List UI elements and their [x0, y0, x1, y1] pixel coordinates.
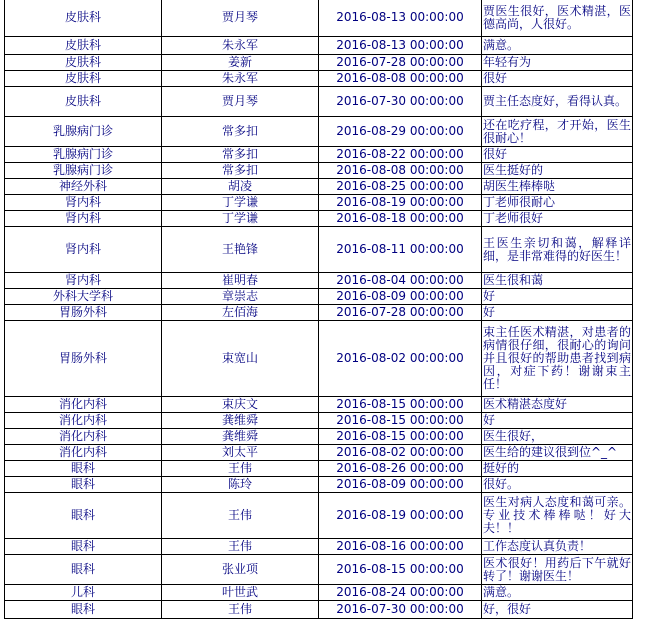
time-cell: 2016-08-02 00:00:00: [319, 445, 482, 461]
comment-cell: 贾主任态度好，看得认真。: [482, 87, 633, 117]
table-row: [5, 585, 633, 601]
time-cell: 2016-08-29 00:00:00: [319, 117, 482, 147]
doctor-cell: 丁学谦: [162, 211, 319, 227]
table-row: [5, 273, 633, 289]
time-cell: 2016-08-13 00:00:00: [319, 0, 482, 37]
time-cell: 2016-08-19 00:00:00: [319, 493, 482, 539]
comment-cell: 还在吃疗程，才开始，医生很耐心！: [483, 117, 631, 145]
time-cell: 2016-08-08 00:00:00: [319, 163, 482, 179]
comment-cell: 医术很好！用药后下午就好转了！谢谢医生！: [483, 555, 631, 583]
time-cell: 2016-08-15 00:00:00: [319, 555, 482, 585]
time-cell: 2016-08-09 00:00:00: [319, 289, 482, 305]
reviews-table: [4, 0, 633, 619]
doctor-cell: 常多扣: [162, 163, 319, 179]
time-cell: 2016-08-18 00:00:00: [319, 211, 482, 227]
department-cell: 皮肤科: [5, 37, 162, 55]
comment-cell: 满意。: [482, 37, 633, 55]
table-row: [5, 55, 633, 71]
time-cell: 2016-08-25 00:00:00: [319, 179, 482, 195]
table-row: [5, 163, 633, 179]
department-cell: 乳腺病门诊: [5, 147, 162, 163]
department-cell: 肾内科: [5, 273, 162, 289]
table-row: [5, 147, 633, 163]
doctor-cell: 王伟: [162, 461, 319, 477]
comment-cell: 贾医生很好，医术精湛，医德高尚，人很好。: [482, 0, 633, 37]
comment-cell: 丁老师很耐心: [482, 195, 633, 211]
department-cell: 皮肤科: [5, 55, 162, 71]
reviews-table-body: [5, 0, 633, 619]
comment-cell: 胡医生棒棒哒: [482, 179, 633, 195]
doctor-cell: 崔明春: [162, 273, 319, 289]
comment-cell: 很好: [482, 71, 633, 87]
table-row: [5, 539, 633, 555]
doctor-cell: 龚维舜: [162, 413, 319, 429]
table-row: [5, 87, 633, 117]
comment-cell: 好: [482, 289, 633, 305]
table-row: [5, 179, 633, 195]
department-cell: 肾内科: [5, 211, 162, 227]
comment-cell: 很好。: [482, 477, 633, 493]
department-cell: 消化内科: [5, 413, 162, 429]
department-cell: 皮肤科: [5, 71, 162, 87]
doctor-cell: 王伟: [162, 601, 319, 619]
table-row: [5, 71, 633, 87]
time-cell: 2016-08-26 00:00:00: [319, 461, 482, 477]
department-cell: 外科大学科: [5, 289, 162, 305]
time-cell: 2016-08-02 00:00:00: [319, 321, 482, 397]
time-cell: 2016-08-11 00:00:00: [319, 227, 482, 273]
table-row: [5, 493, 633, 539]
department-cell: 眼科: [5, 601, 162, 619]
doctor-cell: 刘太平: [162, 445, 319, 461]
comment-cell: 医生挺好的: [482, 163, 633, 179]
doctor-cell: 朱永军: [162, 71, 319, 87]
department-cell: 眼科: [5, 539, 162, 555]
department-cell: 眼科: [5, 555, 162, 585]
time-cell: 2016-08-22 00:00:00: [319, 147, 482, 163]
table-row: [5, 477, 633, 493]
doctor-cell: 胡凌: [162, 179, 319, 195]
time-cell: 2016-08-15 00:00:00: [319, 413, 482, 429]
doctor-cell: 贾月琴: [162, 87, 319, 117]
time-cell: 2016-08-04 00:00:00: [319, 273, 482, 289]
comment-cell: 好，很好: [482, 601, 633, 619]
department-cell: 肾内科: [5, 195, 162, 211]
doctor-cell: 丁学谦: [162, 195, 319, 211]
time-cell: 2016-08-19 00:00:00: [319, 195, 482, 211]
table-row: [5, 445, 633, 461]
time-cell: 2016-08-15 00:00:00: [319, 429, 482, 445]
table-row: [5, 413, 633, 429]
table-row: [5, 211, 633, 227]
table-row: [5, 195, 633, 211]
department-cell: 胃肠外科: [5, 305, 162, 321]
doctor-cell: 叶世武: [162, 585, 319, 601]
table-row: [5, 227, 633, 273]
doctor-cell: 陈玲: [162, 477, 319, 493]
doctor-cell: 左佰海: [162, 305, 319, 321]
department-cell: 皮肤科: [5, 87, 162, 117]
comment-cell: 医生很好，: [482, 429, 633, 445]
table-row: [5, 37, 633, 55]
department-cell: 乳腺病门诊: [5, 163, 162, 179]
comment-cell: 医生对病人态度和蔼可亲。专业技术棒棒哒！好大夫！！: [482, 493, 633, 539]
comment-cell: 医生给的建议很到位^_^: [482, 445, 633, 461]
department-cell: 消化内科: [5, 397, 162, 413]
time-cell: 2016-08-09 00:00:00: [319, 477, 482, 493]
doctor-cell: 王伟: [162, 539, 319, 555]
comment-cell: 挺好的: [482, 461, 633, 477]
doctor-cell: 王伟: [162, 493, 319, 539]
department-cell: 肾内科: [5, 227, 162, 273]
department-cell: 皮肤科: [5, 0, 162, 37]
department-cell: 儿科: [5, 585, 162, 601]
time-cell: 2016-08-24 00:00:00: [319, 585, 482, 601]
doctor-cell: 章崇志: [162, 289, 319, 305]
doctor-cell: 束宽山: [162, 321, 319, 397]
department-cell: 眼科: [5, 477, 162, 493]
doctor-cell: 姜新: [162, 55, 319, 71]
comment-cell: 医术精湛态度好: [482, 397, 633, 413]
table-row: [5, 289, 633, 305]
department-cell: 眼科: [5, 461, 162, 477]
doctor-cell: 贾月琴: [162, 0, 319, 37]
table-row: [5, 429, 633, 445]
time-cell: 2016-07-30 00:00:00: [319, 87, 482, 117]
doctor-cell: 朱永军: [162, 37, 319, 55]
department-cell: 消化内科: [5, 429, 162, 445]
comment-cell: 束主任医术精湛，对患者的病情很仔细，很耐心的询问并且很好的帮助患者找到病因，对症下药！谢谢束主任！: [482, 321, 633, 397]
comment-cell: 年轻有为: [482, 55, 633, 71]
comment-cell: 工作态度认真负责！: [482, 539, 633, 555]
time-cell: 2016-07-30 00:00:00: [319, 601, 482, 619]
time-cell: 2016-08-08 00:00:00: [319, 71, 482, 87]
table-row: [5, 555, 633, 585]
table-row: [5, 0, 633, 37]
time-cell: 2016-08-15 00:00:00: [319, 397, 482, 413]
table-row: [5, 321, 633, 397]
time-cell: 2016-08-13 00:00:00: [319, 37, 482, 55]
department-cell: 消化内科: [5, 445, 162, 461]
doctor-cell: 张业项: [162, 555, 319, 585]
table-row: [5, 461, 633, 477]
comment-cell: 医生很和蔼: [482, 273, 633, 289]
doctor-cell: 束庆文: [162, 397, 319, 413]
department-cell: 眼科: [5, 493, 162, 539]
comment-cell: 满意。: [482, 585, 633, 601]
comment-cell: 好: [482, 305, 633, 321]
doctor-cell: 龚维舜: [162, 429, 319, 445]
department-cell: 乳腺病门诊: [5, 117, 162, 147]
time-cell: 2016-07-28 00:00:00: [319, 305, 482, 321]
comment-cell: 好: [482, 413, 633, 429]
doctor-cell: 王艳锋: [162, 227, 319, 273]
comment-cell: 丁老师很好: [482, 211, 633, 227]
doctor-cell: 常多扣: [162, 147, 319, 163]
time-cell: 2016-08-16 00:00:00: [319, 539, 482, 555]
comment-cell: 王医生亲切和蔼，解释详细，是非常难得的好医生！: [482, 227, 633, 273]
comment-cell: 很好: [482, 147, 633, 163]
table-row: [5, 117, 633, 147]
time-cell: 2016-07-28 00:00:00: [319, 55, 482, 71]
doctor-cell: 常多扣: [162, 117, 319, 147]
department-cell: 胃肠外科: [5, 321, 162, 397]
table-row: [5, 305, 633, 321]
department-cell: 神经外科: [5, 179, 162, 195]
table-row: [5, 397, 633, 413]
